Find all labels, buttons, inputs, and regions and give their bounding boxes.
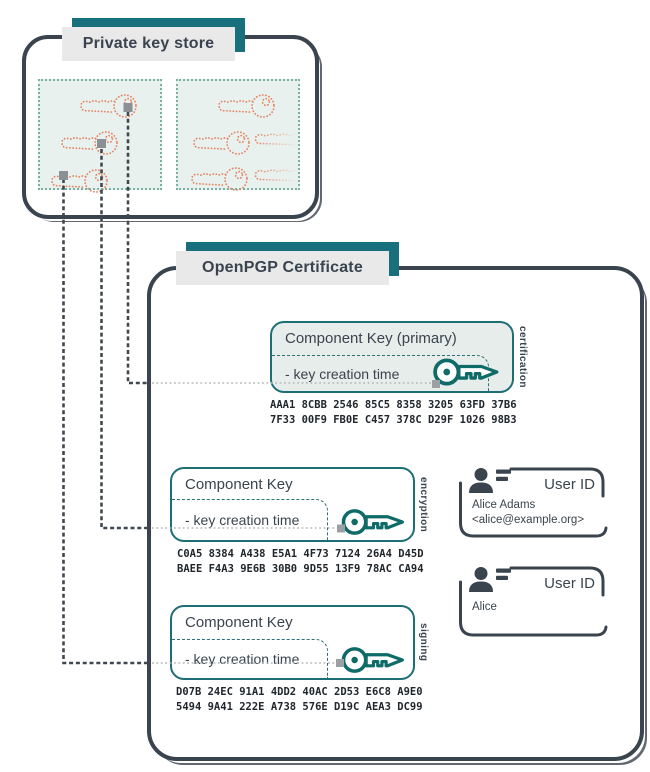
openpgp-certificate-title: OpenPGP Certificate [176,251,389,285]
user-id-email: <alice@example.org> [472,514,585,526]
component-key-icon [425,350,507,394]
role-label-signing: signing [418,623,429,662]
fingerprint-line: 5494 9A41 222E A738 576E D19C AEA3 DC99 [176,701,423,713]
user-id-icon [469,567,511,592]
fingerprint-line: 7F33 00F9 FB0E C457 378C D29F 1026 98B3 [270,414,517,426]
private-key-panel-left [38,79,162,190]
component-key-signing-box [170,605,429,680]
fading-key-icon [256,170,300,181]
orange-key-icons-left [40,81,164,192]
fingerprint-signing [176,685,423,715]
component-key-signing-title: Component Key [185,614,293,631]
private-key-icon [81,95,136,117]
component-key-icon [334,501,412,543]
user-id-card-1 [455,462,613,540]
private-key-store-title: Private key store [62,27,235,61]
connector-signing [64,179,150,663]
fingerprint-primary [270,398,517,428]
private-key-panel-right [176,79,300,190]
component-key-primary-box [270,321,528,393]
component-key-icon [334,639,412,681]
component-key-encryption-title: Component Key [185,476,293,493]
component-key-primary-title: Component Key (primary) [285,330,457,347]
fingerprint-encryption [177,547,424,577]
fingerprint-line: C0A5 8384 A438 E5A1 4F73 7124 26A4 D45D [177,548,424,560]
private-key-icon [62,132,117,154]
key-creation-time-box [172,499,328,540]
orange-key-icons-right [178,81,302,192]
private-key-icon [52,170,107,192]
key-creation-time-label: - key creation time [185,512,300,528]
key-creation-time-box [172,639,328,678]
key-creation-time-label: - key creation time [185,651,300,667]
key-creation-time-label: - key creation time [285,365,400,382]
private-key-icon [194,132,249,154]
component-key-encryption-box [170,467,429,542]
user-id-card-frame [455,561,613,639]
user-id-label: User ID [544,476,595,493]
role-label-encryption: encryption [418,476,429,533]
fading-key-icon [256,134,300,145]
user-id-name: Alice [472,601,497,613]
fingerprint-line: D07B 24EC 91A1 4DD2 40AC 2D53 E6C8 A9E0 [176,686,423,698]
user-id-icon [469,468,511,493]
user-id-label: User ID [544,575,595,592]
private-key-icon [219,95,274,117]
fingerprint-line: AAA1 8CBB 2546 85C5 8358 3205 63FD 37B6 [270,399,517,411]
fingerprint-line: BAEE F4A3 9E6B 30B0 9D55 13F9 78AC CA94 [177,563,424,575]
role-label-certification: certification [517,326,528,388]
private-key-icon [192,168,247,190]
user-id-card-2 [455,561,613,639]
user-id-name: Alice Adams [472,499,536,511]
